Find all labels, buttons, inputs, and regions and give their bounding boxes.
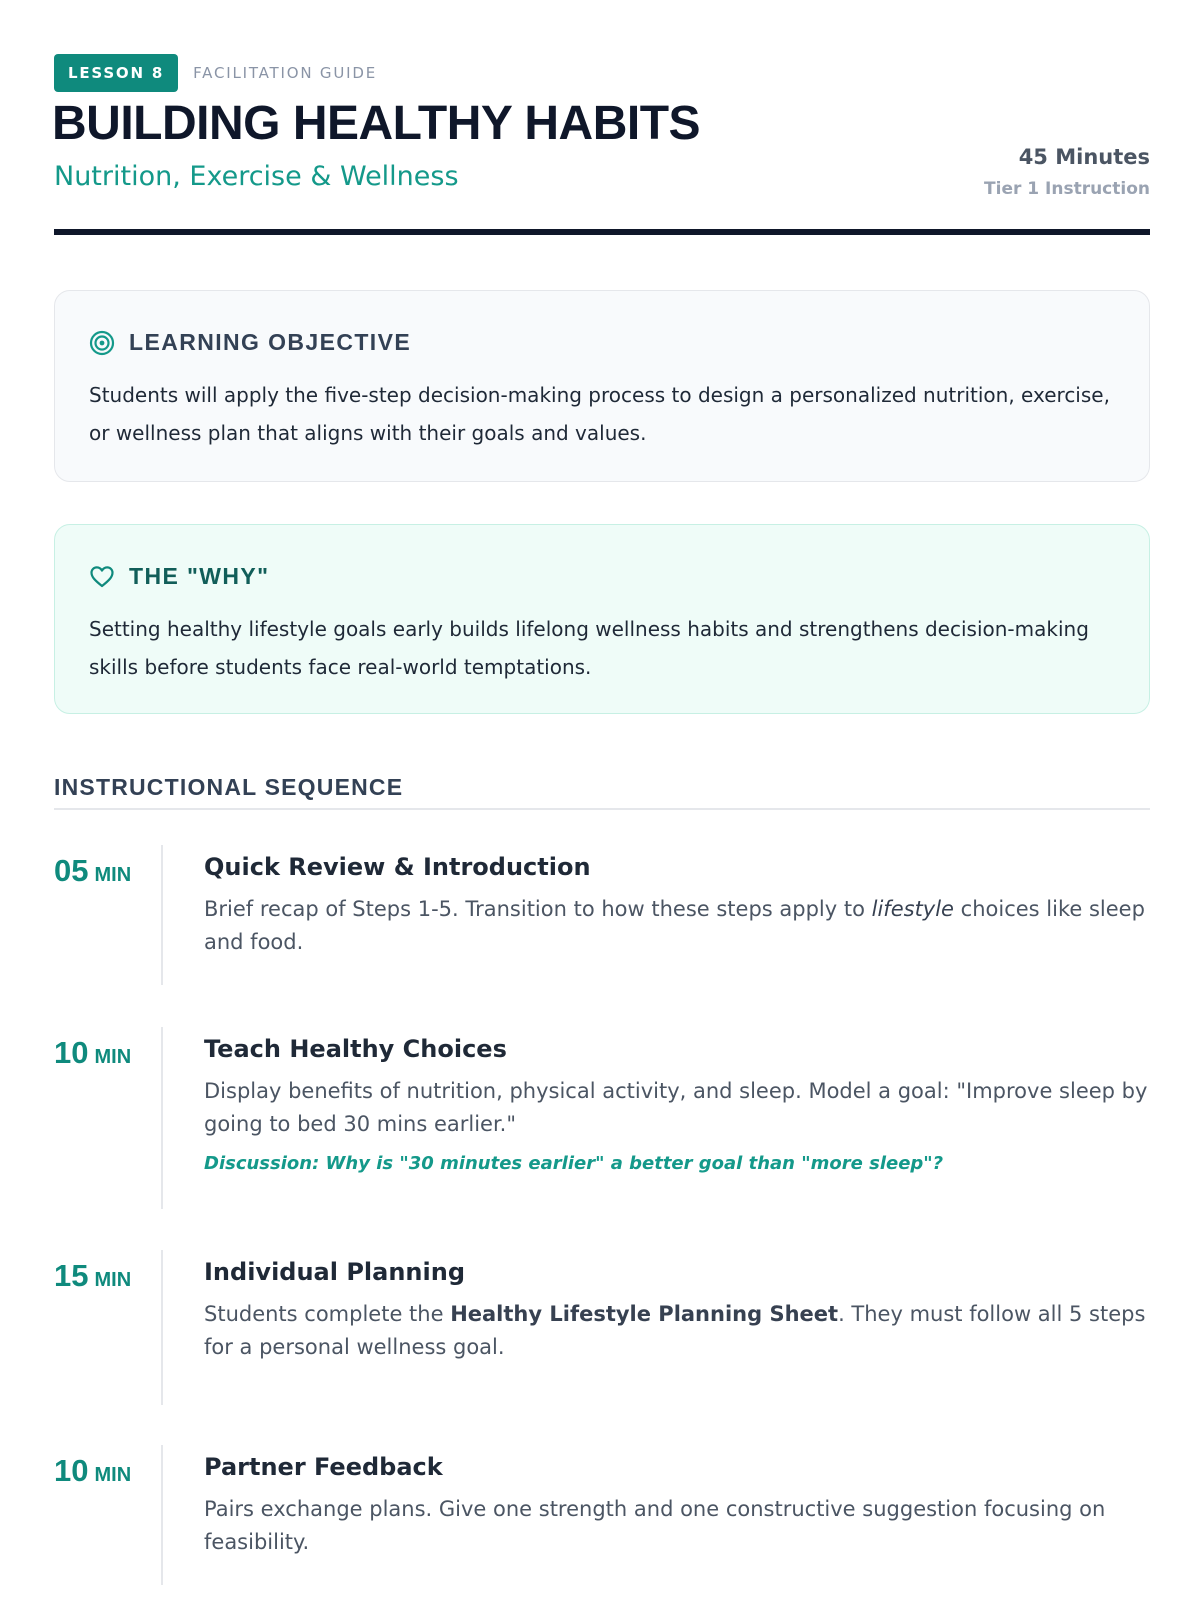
step-body	[204, 1453, 1150, 1559]
timeline-line	[161, 1250, 163, 1405]
step-title: Individual Planning	[204, 1258, 466, 1286]
step-unit: MIN	[94, 1464, 132, 1486]
step-unit: MIN	[94, 864, 132, 886]
page-title: BUILDING HEALTHY HABITS	[52, 97, 701, 150]
timeline-line	[161, 1445, 163, 1585]
learning-objective-card	[54, 290, 1150, 482]
step-title: Partner Feedback	[204, 1453, 443, 1481]
instruction-tier: Tier 1 Instruction	[984, 179, 1150, 199]
step-minutes: 10	[54, 1453, 89, 1488]
step-unit: MIN	[94, 1269, 132, 1291]
heart-icon	[89, 564, 115, 590]
step-title: Teach Healthy Choices	[204, 1035, 507, 1063]
planning-sheet-name: Healthy Lifestyle Planning Sheet	[450, 1302, 839, 1326]
timeline-line	[161, 845, 163, 985]
page-subtitle: Nutrition, Exercise & Wellness	[54, 161, 459, 192]
learning-objective-header	[89, 329, 1115, 356]
sequence-divider	[54, 808, 1150, 810]
guide-label: FACILITATION GUIDE	[193, 64, 377, 82]
learning-objective-text: Students will apply the five-step decision-making process to design a personalized nutrition, exercise, or wellness plan that aligns with their goals and values.	[89, 383, 1110, 445]
step-description: Pairs exchange plans. Give one strength and one constructive suggestion focusing on feasibility.	[204, 1497, 1106, 1554]
step-title: Quick Review & Introduction	[204, 853, 591, 881]
why-card	[54, 524, 1150, 714]
why-text: Setting healthy lifestyle goals early builds lifelong wellness habits and strengthens decision-making skills before students face real-world temptations.	[89, 617, 1089, 679]
step-body	[204, 1035, 1150, 1174]
step-body	[204, 853, 1150, 959]
header-divider	[54, 229, 1150, 235]
step-description: Display benefits of nutrition, physical activity, and sleep. Model a goal: "Improve sleep by going to bed 30 mins earlier."	[204, 1079, 1148, 1136]
page-header	[54, 0, 1150, 240]
step-duration	[54, 853, 131, 889]
step-minutes: 10	[54, 1035, 89, 1070]
step-duration	[54, 1453, 131, 1489]
step-body	[204, 1258, 1150, 1364]
facilitation-guide-page	[52, 0, 1150, 1554]
step-text-emphasis: lifestyle	[871, 897, 954, 921]
step-text-part: . They must follow all 5 steps for a personal wellness goal.	[204, 1302, 1146, 1359]
step-text-part: choices like sleep and food.	[204, 897, 1145, 954]
step-description	[204, 893, 1150, 959]
step-minutes: 15	[54, 1258, 89, 1293]
lesson-badge: LESSON 8	[54, 54, 178, 92]
timeline-line	[161, 1027, 163, 1209]
why-title: THE "WHY"	[129, 563, 270, 589]
target-icon	[89, 330, 115, 356]
step-text-part: Students complete the	[204, 1302, 451, 1326]
step-duration	[54, 1035, 131, 1071]
lesson-label-row	[54, 54, 377, 92]
discussion-prompt: Discussion: Why is "30 minutes earlier" a better goal than "more sleep"?	[204, 1153, 944, 1174]
sequence-heading: INSTRUCTIONAL SEQUENCE	[54, 774, 404, 800]
lesson-duration: 45 Minutes	[1018, 145, 1150, 169]
step-minutes: 05	[54, 853, 89, 888]
step-text-part: Brief recap of Steps 1-5. Transition to how these steps apply to	[204, 897, 872, 921]
step-unit: MIN	[94, 1046, 132, 1068]
step-description	[204, 1298, 1150, 1364]
step-duration	[54, 1258, 131, 1294]
learning-objective-title: LEARNING OBJECTIVE	[129, 329, 412, 355]
lesson-meta	[984, 145, 1150, 199]
why-header	[89, 563, 1115, 590]
